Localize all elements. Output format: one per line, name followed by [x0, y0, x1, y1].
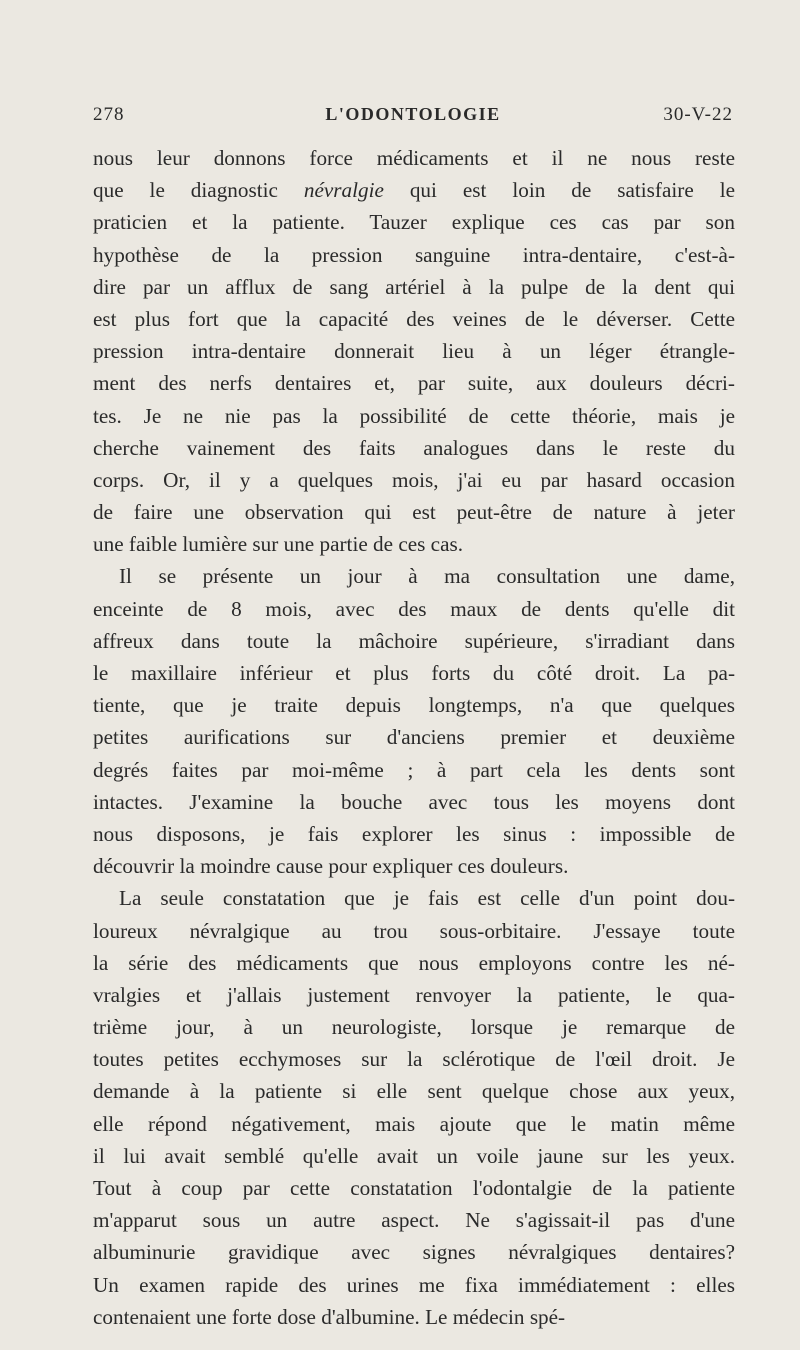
text-segment: le maxillaire inférieur et plus forts du côté droit. La pa- [93, 661, 735, 685]
text-segment: Tout à coup par cette constatation l'odontalgie de la patiente [93, 1176, 735, 1200]
text-line [93, 1204, 735, 1236]
running-head [93, 104, 733, 132]
text-segment: trième jour, à un neurologiste, lorsque je remarque de [93, 1015, 735, 1040]
text-segment: praticien et la patiente. Tauzer explique ces cas par son [93, 210, 735, 235]
text-line [93, 432, 735, 464]
text-line [93, 1301, 735, 1333]
text-segment: découvrir la moindre cause pour expliquer ces douleurs. [93, 854, 569, 879]
text-line [93, 528, 735, 560]
text-line [93, 786, 735, 818]
text-line [93, 1269, 735, 1301]
text-segment: cherche vainement des faits analogues dans le reste du [93, 435, 735, 460]
text-segment: petites aurifications sur d'anciens premier et deuxième [93, 725, 735, 750]
text-line [93, 142, 735, 174]
text-line [93, 303, 735, 335]
text-segment: est plus fort que la capacité des veines de le déverser. Cette [93, 306, 735, 331]
text-line [93, 882, 735, 914]
text-line [93, 1011, 735, 1043]
text-line [93, 721, 735, 753]
text-segment: enceinte de 8 mois, avec des maux de dents qu'elle dit [93, 596, 735, 621]
text-segment: ment des nerfs dentaires et, par suite, aux douleurs décri- [93, 371, 735, 396]
text-line [93, 496, 735, 528]
text-line [93, 1236, 735, 1268]
text-line [93, 818, 735, 850]
text-segment: contenaient une forte dose d'albumine. Le médecin spé- [93, 1304, 566, 1329]
text-line [93, 271, 735, 303]
text-segment: de faire une observation qui est peut-être de nature à jeter [93, 500, 735, 525]
page-number: 278 [93, 104, 125, 125]
text-segment: dire par un afflux de sang artériel à la pulpe de la dent qui [93, 274, 735, 299]
text-segment: la série des médicaments que nous employons contre les né- [93, 950, 735, 975]
text-segment: pression intra-dentaire donnerait lieu à un léger étrangle- [93, 339, 735, 364]
text-segment: degrés faites par moi-même ; à part cela les dents sont [93, 757, 735, 782]
text-segment: elle répond négativement, mais ajoute que le matin même [93, 1111, 735, 1136]
emphasized-term: névralgie [303, 178, 384, 203]
text-segment: que le diagnostic [93, 178, 304, 203]
text-line [93, 174, 735, 206]
text-segment: La seule constatation que je fais est celle d'un point dou- [119, 886, 735, 911]
text-segment: nous disposons, je fais explorer les sinus : impossible de [93, 821, 735, 846]
text-segment: intactes. J'examine la bouche avec tous les moyens dont [93, 789, 735, 814]
text-segment: loureux névralgique au trou sous-orbitaire. J'essaye toute [93, 918, 735, 943]
text-line [93, 915, 735, 947]
text-line [93, 206, 735, 238]
text-line [93, 1172, 735, 1204]
text-line [93, 464, 735, 496]
text-segment: corps. Or, il y a quelques mois, j'ai eu par hasard occasion [93, 467, 735, 492]
text-line [93, 625, 735, 657]
text-line [93, 367, 735, 399]
issue-date: 30-V-22 [663, 104, 733, 125]
text-line [93, 1108, 735, 1140]
text-line [93, 689, 735, 721]
text-segment: Un examen rapide des urines me fixa immédiatement : elles [93, 1272, 735, 1297]
text-segment: toutes petites ecchymoses sur la sclérotique de l'œil droit. Je [93, 1047, 735, 1072]
text-segment: m'apparut sous un autre aspect. Ne s'agissait-il pas d'une [93, 1208, 735, 1233]
text-segment: demande à la patiente si elle sent quelque chose aux yeux, [93, 1079, 735, 1104]
text-segment: tes. Je ne nie pas la possibilité de cette théorie, mais je [93, 403, 735, 428]
text-line [93, 657, 735, 689]
text-line [93, 947, 735, 979]
text-segment: qui est loin de satisfaire le [383, 178, 735, 203]
text-line [93, 560, 735, 592]
text-segment: il lui avait semblé qu'elle avait un voile jaune sur les yeux. [93, 1143, 735, 1168]
text-line [93, 850, 735, 882]
text-line [93, 593, 735, 625]
text-line [93, 1043, 735, 1075]
journal-title: L'ODONTOLOGIE [325, 104, 501, 124]
text-segment: nous leur donnons force médicaments et il ne nous reste [93, 146, 735, 170]
text-line [93, 400, 735, 432]
text-segment: Il se présente un jour à ma consultation une dame, [119, 564, 735, 589]
text-segment: albuminurie gravidique avec signes névralgiques dentaires? [93, 1240, 735, 1265]
text-line [93, 335, 735, 367]
text-line [93, 754, 735, 786]
body-text [93, 142, 735, 1333]
text-line [93, 1140, 735, 1172]
text-segment: tiente, que je traite depuis longtemps, n'a que quelques [93, 693, 735, 718]
text-segment: affreux dans toute la mâchoire supérieure, s'irradiant dans [93, 628, 735, 653]
text-segment: hypothèse de la pression sanguine intra-dentaire, c'est-à- [93, 242, 735, 267]
text-line [93, 1075, 735, 1107]
text-line [93, 979, 735, 1011]
text-segment: vralgies et j'allais justement renvoyer la patiente, le qua- [93, 982, 735, 1007]
text-segment: une faible lumière sur une partie de ces cas. [93, 532, 464, 557]
text-line [93, 239, 735, 271]
